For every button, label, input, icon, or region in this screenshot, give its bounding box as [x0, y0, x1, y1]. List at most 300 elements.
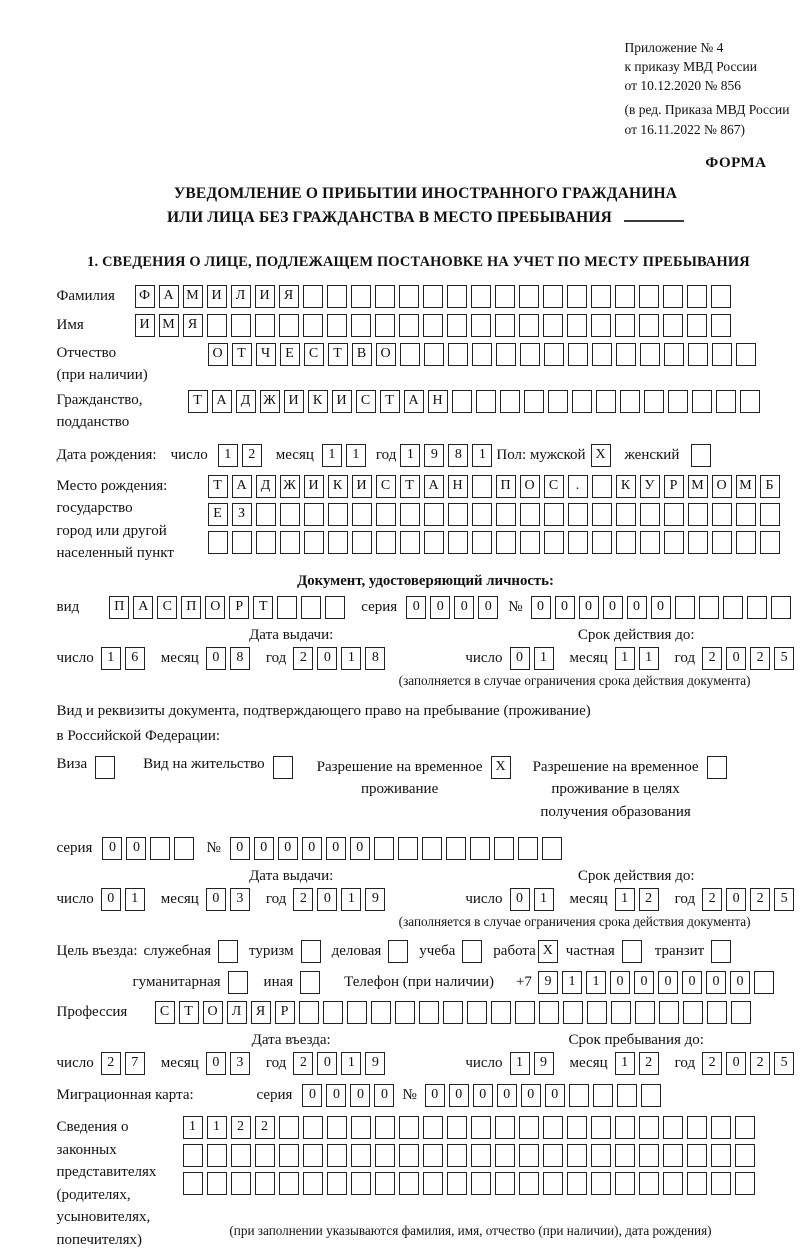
- char-cell[interactable]: Т: [328, 343, 348, 366]
- residence-issue-month[interactable]: [206, 888, 254, 911]
- char-cell[interactable]: Д: [236, 390, 256, 413]
- char-cell[interactable]: П: [181, 596, 201, 619]
- char-cell[interactable]: 0: [706, 971, 726, 994]
- char-cell[interactable]: [711, 1172, 731, 1195]
- char-cell[interactable]: И: [135, 314, 155, 337]
- identity-issue-year[interactable]: [293, 647, 389, 670]
- char-cell[interactable]: [279, 314, 299, 337]
- char-cell[interactable]: 2: [293, 647, 313, 670]
- identity-kind-input[interactable]: [109, 596, 349, 619]
- char-cell[interactable]: Е: [208, 503, 228, 526]
- entry-day[interactable]: [101, 1052, 149, 1075]
- char-cell[interactable]: [399, 314, 419, 337]
- char-cell[interactable]: [375, 1116, 395, 1139]
- char-cell[interactable]: [495, 314, 515, 337]
- char-cell[interactable]: [688, 343, 708, 366]
- char-cell[interactable]: [688, 531, 708, 554]
- char-cell[interactable]: [687, 314, 707, 337]
- char-cell[interactable]: [771, 596, 791, 619]
- char-cell[interactable]: 9: [365, 888, 385, 911]
- char-cell[interactable]: 0: [555, 596, 575, 619]
- char-cell[interactable]: 8: [448, 444, 468, 467]
- char-cell[interactable]: [711, 314, 731, 337]
- purpose-tourism-checkbox[interactable]: [301, 940, 321, 963]
- birthdate-day-input[interactable]: [218, 444, 266, 467]
- char-cell[interactable]: [471, 1116, 491, 1139]
- char-cell[interactable]: 0: [730, 971, 750, 994]
- char-cell[interactable]: [424, 531, 444, 554]
- char-cell[interactable]: [448, 531, 468, 554]
- char-cell[interactable]: 1: [534, 647, 554, 670]
- char-cell[interactable]: [639, 285, 659, 308]
- char-cell[interactable]: 0: [278, 837, 298, 860]
- char-cell[interactable]: И: [255, 285, 275, 308]
- char-cell[interactable]: К: [308, 390, 328, 413]
- char-cell[interactable]: [327, 1144, 347, 1167]
- char-cell[interactable]: [543, 1116, 563, 1139]
- char-cell[interactable]: [712, 343, 732, 366]
- char-cell[interactable]: [747, 596, 767, 619]
- char-cell[interactable]: И: [207, 285, 227, 308]
- char-cell[interactable]: О: [205, 596, 225, 619]
- char-cell[interactable]: Л: [227, 1001, 247, 1024]
- char-cell[interactable]: И: [352, 475, 372, 498]
- stay-year[interactable]: [702, 1052, 798, 1075]
- char-cell[interactable]: 2: [639, 888, 659, 911]
- char-cell[interactable]: 0: [658, 971, 678, 994]
- char-cell[interactable]: 8: [365, 647, 385, 670]
- char-cell[interactable]: 5: [774, 647, 794, 670]
- char-cell[interactable]: [471, 1172, 491, 1195]
- char-cell[interactable]: 0: [726, 888, 746, 911]
- char-cell[interactable]: 1: [341, 1052, 361, 1075]
- char-cell[interactable]: 1: [472, 444, 492, 467]
- char-cell[interactable]: О: [376, 343, 396, 366]
- char-cell[interactable]: 0: [302, 837, 322, 860]
- char-cell[interactable]: 0: [510, 888, 530, 911]
- char-cell[interactable]: [255, 1172, 275, 1195]
- char-cell[interactable]: [591, 1172, 611, 1195]
- stay-day[interactable]: [510, 1052, 558, 1075]
- char-cell[interactable]: Т: [232, 343, 252, 366]
- char-cell[interactable]: И: [284, 390, 304, 413]
- char-cell[interactable]: А: [424, 475, 444, 498]
- char-cell[interactable]: [639, 314, 659, 337]
- char-cell[interactable]: [615, 285, 635, 308]
- char-cell[interactable]: [615, 314, 635, 337]
- residence-permit-checkbox[interactable]: [273, 756, 293, 779]
- char-cell[interactable]: 0: [510, 647, 530, 670]
- char-cell[interactable]: [448, 503, 468, 526]
- char-cell[interactable]: 2: [702, 647, 722, 670]
- profession-input[interactable]: [155, 1001, 755, 1024]
- char-cell[interactable]: [328, 531, 348, 554]
- char-cell[interactable]: К: [328, 475, 348, 498]
- char-cell[interactable]: 0: [545, 1084, 565, 1107]
- char-cell[interactable]: 0: [406, 596, 426, 619]
- char-cell[interactable]: 1: [125, 888, 145, 911]
- char-cell[interactable]: 0: [317, 647, 337, 670]
- char-cell[interactable]: [472, 531, 492, 554]
- char-cell[interactable]: [472, 475, 492, 498]
- char-cell[interactable]: 1: [341, 647, 361, 670]
- char-cell[interactable]: [754, 971, 774, 994]
- char-cell[interactable]: Е: [280, 343, 300, 366]
- char-cell[interactable]: 0: [425, 1084, 445, 1107]
- migration-card-number-input[interactable]: [425, 1084, 665, 1107]
- char-cell[interactable]: 1: [615, 647, 635, 670]
- char-cell[interactable]: [471, 314, 491, 337]
- char-cell[interactable]: [543, 314, 563, 337]
- char-cell[interactable]: [327, 314, 347, 337]
- char-cell[interactable]: [400, 531, 420, 554]
- char-cell[interactable]: Я: [251, 1001, 271, 1024]
- temp-residence-checkbox[interactable]: X: [491, 756, 511, 779]
- char-cell[interactable]: [374, 837, 394, 860]
- char-cell[interactable]: [495, 285, 515, 308]
- char-cell[interactable]: 1: [207, 1116, 227, 1139]
- char-cell[interactable]: [423, 1116, 443, 1139]
- char-cell[interactable]: [615, 1116, 635, 1139]
- char-cell[interactable]: [500, 390, 520, 413]
- char-cell[interactable]: [325, 596, 345, 619]
- citizenship-input[interactable]: [188, 390, 764, 413]
- char-cell[interactable]: [635, 1001, 655, 1024]
- char-cell[interactable]: Р: [275, 1001, 295, 1024]
- char-cell[interactable]: 0: [430, 596, 450, 619]
- char-cell[interactable]: [568, 503, 588, 526]
- char-cell[interactable]: [398, 837, 418, 860]
- char-cell[interactable]: А: [232, 475, 252, 498]
- char-cell[interactable]: [663, 1144, 683, 1167]
- char-cell[interactable]: [351, 1172, 371, 1195]
- char-cell[interactable]: [280, 531, 300, 554]
- char-cell[interactable]: [663, 1172, 683, 1195]
- char-cell[interactable]: [519, 1172, 539, 1195]
- char-cell[interactable]: 2: [750, 1052, 770, 1075]
- char-cell[interactable]: Н: [448, 475, 468, 498]
- char-cell[interactable]: [616, 531, 636, 554]
- char-cell[interactable]: [399, 1172, 419, 1195]
- char-cell[interactable]: 1: [341, 888, 361, 911]
- char-cell[interactable]: [640, 343, 660, 366]
- char-cell[interactable]: [496, 503, 516, 526]
- char-cell[interactable]: [255, 314, 275, 337]
- char-cell[interactable]: 0: [302, 1084, 322, 1107]
- char-cell[interactable]: [303, 285, 323, 308]
- char-cell[interactable]: [452, 390, 472, 413]
- residence-series-input[interactable]: [102, 837, 198, 860]
- char-cell[interactable]: [352, 503, 372, 526]
- char-cell[interactable]: [736, 531, 756, 554]
- char-cell[interactable]: 1: [615, 888, 635, 911]
- char-cell[interactable]: О: [208, 343, 228, 366]
- visa-checkbox[interactable]: [95, 756, 115, 779]
- char-cell[interactable]: О: [712, 475, 732, 498]
- char-cell[interactable]: [395, 1001, 415, 1024]
- char-cell[interactable]: [327, 1116, 347, 1139]
- char-cell[interactable]: [544, 343, 564, 366]
- char-cell[interactable]: [760, 503, 780, 526]
- char-cell[interactable]: [567, 1116, 587, 1139]
- char-cell[interactable]: [447, 285, 467, 308]
- char-cell[interactable]: Д: [256, 475, 276, 498]
- char-cell[interactable]: 0: [326, 837, 346, 860]
- char-cell[interactable]: [174, 837, 194, 860]
- char-cell[interactable]: У: [640, 475, 660, 498]
- sex-female-checkbox[interactable]: [691, 444, 711, 467]
- char-cell[interactable]: Ч: [256, 343, 276, 366]
- residence-expiry-month[interactable]: [615, 888, 663, 911]
- char-cell[interactable]: [447, 314, 467, 337]
- char-cell[interactable]: [491, 1001, 511, 1024]
- char-cell[interactable]: [615, 1144, 635, 1167]
- residence-issue-year[interactable]: [293, 888, 389, 911]
- char-cell[interactable]: [515, 1001, 535, 1024]
- char-cell[interactable]: [494, 837, 514, 860]
- char-cell[interactable]: [519, 1116, 539, 1139]
- residence-issue-day[interactable]: [101, 888, 149, 911]
- char-cell[interactable]: 0: [651, 596, 671, 619]
- char-cell[interactable]: [467, 1001, 487, 1024]
- char-cell[interactable]: [472, 343, 492, 366]
- char-cell[interactable]: [687, 1172, 707, 1195]
- char-cell[interactable]: [423, 1172, 443, 1195]
- char-cell[interactable]: Т: [188, 390, 208, 413]
- char-cell[interactable]: С: [155, 1001, 175, 1024]
- char-cell[interactable]: [707, 1001, 727, 1024]
- residence-expiry-year[interactable]: [702, 888, 798, 911]
- char-cell[interactable]: [323, 1001, 343, 1024]
- char-cell[interactable]: [399, 1116, 419, 1139]
- char-cell[interactable]: [591, 1144, 611, 1167]
- char-cell[interactable]: [711, 1144, 731, 1167]
- char-cell[interactable]: [687, 1116, 707, 1139]
- char-cell[interactable]: 0: [102, 837, 122, 860]
- char-cell[interactable]: [592, 503, 612, 526]
- char-cell[interactable]: С: [544, 475, 564, 498]
- char-cell[interactable]: Р: [229, 596, 249, 619]
- char-cell[interactable]: [371, 1001, 391, 1024]
- char-cell[interactable]: [639, 1172, 659, 1195]
- char-cell[interactable]: [375, 285, 395, 308]
- char-cell[interactable]: [399, 285, 419, 308]
- char-cell[interactable]: [255, 1144, 275, 1167]
- char-cell[interactable]: [280, 503, 300, 526]
- char-cell[interactable]: .: [568, 475, 588, 498]
- char-cell[interactable]: 0: [726, 1052, 746, 1075]
- char-cell[interactable]: [663, 285, 683, 308]
- char-cell[interactable]: 1: [586, 971, 606, 994]
- char-cell[interactable]: 0: [317, 888, 337, 911]
- guardians-input-row2[interactable]: [183, 1144, 759, 1167]
- char-cell[interactable]: 3: [230, 888, 250, 911]
- char-cell[interactable]: [716, 390, 736, 413]
- char-cell[interactable]: 2: [255, 1116, 275, 1139]
- char-cell[interactable]: 0: [126, 837, 146, 860]
- char-cell[interactable]: З: [232, 503, 252, 526]
- char-cell[interactable]: [664, 343, 684, 366]
- identity-expiry-day[interactable]: [510, 647, 558, 670]
- identity-series-input[interactable]: [406, 596, 502, 619]
- char-cell[interactable]: Р: [664, 475, 684, 498]
- char-cell[interactable]: [328, 503, 348, 526]
- char-cell[interactable]: И: [304, 475, 324, 498]
- char-cell[interactable]: [567, 1172, 587, 1195]
- char-cell[interactable]: [400, 503, 420, 526]
- purpose-transit-checkbox[interactable]: [711, 940, 731, 963]
- birthdate-month-input[interactable]: [322, 444, 370, 467]
- char-cell[interactable]: [735, 1172, 755, 1195]
- char-cell[interactable]: [711, 1116, 731, 1139]
- char-cell[interactable]: [723, 596, 743, 619]
- char-cell[interactable]: [591, 1116, 611, 1139]
- char-cell[interactable]: [519, 1144, 539, 1167]
- char-cell[interactable]: [447, 1172, 467, 1195]
- char-cell[interactable]: [400, 343, 420, 366]
- char-cell[interactable]: [495, 1172, 515, 1195]
- char-cell[interactable]: О: [203, 1001, 223, 1024]
- char-cell[interactable]: [304, 531, 324, 554]
- char-cell[interactable]: [183, 1144, 203, 1167]
- char-cell[interactable]: [687, 285, 707, 308]
- char-cell[interactable]: Я: [279, 285, 299, 308]
- char-cell[interactable]: Т: [400, 475, 420, 498]
- char-cell[interactable]: В: [352, 343, 372, 366]
- char-cell[interactable]: [563, 1001, 583, 1024]
- char-cell[interactable]: [279, 1172, 299, 1195]
- char-cell[interactable]: 2: [702, 1052, 722, 1075]
- char-cell[interactable]: [688, 503, 708, 526]
- char-cell[interactable]: [231, 1172, 251, 1195]
- purpose-study-checkbox[interactable]: [462, 940, 482, 963]
- char-cell[interactable]: [735, 1144, 755, 1167]
- char-cell[interactable]: Ж: [280, 475, 300, 498]
- char-cell[interactable]: [422, 837, 442, 860]
- char-cell[interactable]: А: [159, 285, 179, 308]
- char-cell[interactable]: 0: [206, 1052, 226, 1075]
- char-cell[interactable]: 0: [682, 971, 702, 994]
- char-cell[interactable]: 0: [317, 1052, 337, 1075]
- stay-month[interactable]: [615, 1052, 663, 1075]
- char-cell[interactable]: [208, 531, 228, 554]
- char-cell[interactable]: [399, 1144, 419, 1167]
- char-cell[interactable]: [544, 503, 564, 526]
- birthplace-input-row2[interactable]: [208, 503, 784, 526]
- temp-residence-edu-checkbox[interactable]: [707, 756, 727, 779]
- char-cell[interactable]: [376, 531, 396, 554]
- residence-expiry-day[interactable]: [510, 888, 558, 911]
- char-cell[interactable]: [471, 1144, 491, 1167]
- char-cell[interactable]: 0: [326, 1084, 346, 1107]
- char-cell[interactable]: [256, 503, 276, 526]
- char-cell[interactable]: [301, 596, 321, 619]
- char-cell[interactable]: 9: [365, 1052, 385, 1075]
- char-cell[interactable]: [544, 531, 564, 554]
- char-cell[interactable]: [539, 1001, 559, 1024]
- identity-expiry-year[interactable]: [702, 647, 798, 670]
- char-cell[interactable]: [617, 1084, 637, 1107]
- char-cell[interactable]: С: [157, 596, 177, 619]
- char-cell[interactable]: [150, 837, 170, 860]
- char-cell[interactable]: 0: [579, 596, 599, 619]
- char-cell[interactable]: [591, 285, 611, 308]
- char-cell[interactable]: [279, 1144, 299, 1167]
- char-cell[interactable]: 1: [346, 444, 366, 467]
- char-cell[interactable]: [447, 1144, 467, 1167]
- char-cell[interactable]: [351, 1116, 371, 1139]
- char-cell[interactable]: [231, 314, 251, 337]
- char-cell[interactable]: [375, 1172, 395, 1195]
- char-cell[interactable]: 0: [254, 837, 274, 860]
- phone-input[interactable]: [538, 971, 778, 994]
- migration-card-series-input[interactable]: [302, 1084, 398, 1107]
- char-cell[interactable]: [423, 285, 443, 308]
- char-cell[interactable]: [447, 1116, 467, 1139]
- char-cell[interactable]: [640, 503, 660, 526]
- entry-year[interactable]: [293, 1052, 389, 1075]
- char-cell[interactable]: [304, 503, 324, 526]
- char-cell[interactable]: [496, 343, 516, 366]
- char-cell[interactable]: [731, 1001, 751, 1024]
- char-cell[interactable]: [596, 390, 616, 413]
- char-cell[interactable]: М: [688, 475, 708, 498]
- char-cell[interactable]: [620, 390, 640, 413]
- sex-male-checkbox[interactable]: X: [591, 444, 611, 467]
- char-cell[interactable]: 2: [702, 888, 722, 911]
- char-cell[interactable]: И: [332, 390, 352, 413]
- char-cell[interactable]: [303, 1144, 323, 1167]
- char-cell[interactable]: [664, 531, 684, 554]
- char-cell[interactable]: [375, 1144, 395, 1167]
- char-cell[interactable]: 0: [627, 596, 647, 619]
- char-cell[interactable]: [616, 503, 636, 526]
- char-cell[interactable]: [518, 837, 538, 860]
- char-cell[interactable]: 0: [603, 596, 623, 619]
- char-cell[interactable]: [279, 1116, 299, 1139]
- char-cell[interactable]: [668, 390, 688, 413]
- char-cell[interactable]: [520, 531, 540, 554]
- char-cell[interactable]: [615, 1172, 635, 1195]
- char-cell[interactable]: [327, 1172, 347, 1195]
- char-cell[interactable]: [495, 1144, 515, 1167]
- purpose-business-checkbox[interactable]: [388, 940, 408, 963]
- char-cell[interactable]: [663, 314, 683, 337]
- char-cell[interactable]: 5: [774, 1052, 794, 1075]
- char-cell[interactable]: 2: [242, 444, 262, 467]
- char-cell[interactable]: 0: [449, 1084, 469, 1107]
- char-cell[interactable]: 1: [400, 444, 420, 467]
- char-cell[interactable]: [347, 1001, 367, 1024]
- char-cell[interactable]: [542, 837, 562, 860]
- char-cell[interactable]: 0: [497, 1084, 517, 1107]
- guardians-input-row1[interactable]: [183, 1116, 759, 1139]
- char-cell[interactable]: 2: [293, 888, 313, 911]
- char-cell[interactable]: Т: [380, 390, 400, 413]
- char-cell[interactable]: Б: [760, 475, 780, 498]
- char-cell[interactable]: 0: [726, 647, 746, 670]
- char-cell[interactable]: [591, 314, 611, 337]
- char-cell[interactable]: [352, 531, 372, 554]
- char-cell[interactable]: [592, 531, 612, 554]
- char-cell[interactable]: [520, 343, 540, 366]
- char-cell[interactable]: [740, 390, 760, 413]
- char-cell[interactable]: 0: [230, 837, 250, 860]
- char-cell[interactable]: С: [304, 343, 324, 366]
- char-cell[interactable]: [640, 531, 660, 554]
- char-cell[interactable]: [639, 1116, 659, 1139]
- identity-expiry-month[interactable]: [615, 647, 663, 670]
